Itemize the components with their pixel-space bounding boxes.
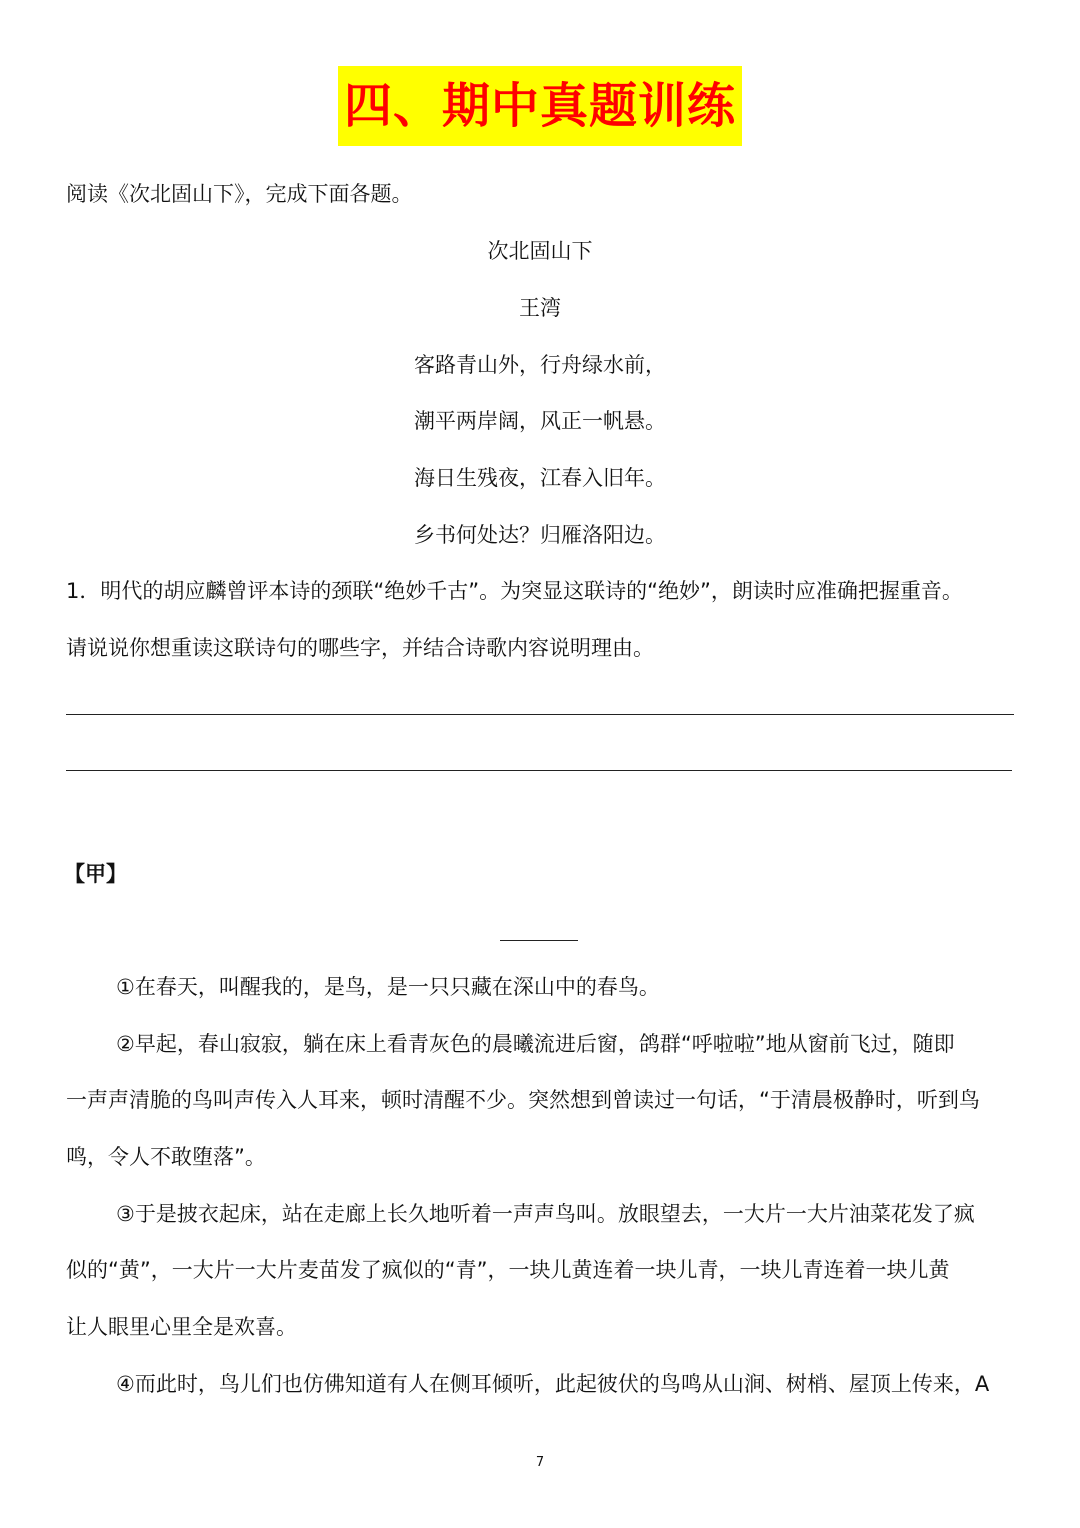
poem-title: 次北固山下 bbox=[487, 239, 593, 263]
answer-line-1[interactable] bbox=[66, 714, 1014, 715]
poem-line-4: 乡书何处达？归雁洛阳边。 bbox=[414, 523, 666, 547]
poem-line-3: 海日生残夜，江春入旧年。 bbox=[414, 466, 666, 490]
page-title: 四、期中真题训练 bbox=[338, 66, 742, 146]
poem-author: 王湾 bbox=[519, 296, 561, 320]
passage-para-2-line-2: 一声声清脆的鸟叫声传入人耳来，顿时清醒不少。突然想到曾读过一句话，“于清晨极静时，听到鸟 bbox=[66, 1088, 980, 1112]
question-1-line-2: 请说说你想重读这联诗句的哪些字，并结合诗歌内容说明理由。 bbox=[66, 636, 654, 660]
passage-para-3-line-2: 似的“黄”，一大片一大片麦苗发了疯似的“青”，一块儿黄连着一块儿青，一块儿青连着一块儿黄 bbox=[66, 1258, 950, 1282]
question-1-line-1: 1．明代的胡应麟曾评本诗的颈联“绝妙千古”。为突显这联诗的“绝妙”，朗读时应准确把握重音。 bbox=[66, 579, 963, 603]
section-label-jia: 【甲】 bbox=[64, 862, 127, 886]
passage-para-3-line-1: ③于是披衣起床，站在走廊上长久地听着一声声鸟叫。放眼望去，一大片一大片油菜花发了疯 bbox=[116, 1202, 975, 1226]
passage-para-1: ①在春天，叫醒我的，是鸟，是一只只藏在深山中的春鸟。 bbox=[116, 975, 660, 999]
answer-line-2[interactable] bbox=[66, 770, 1012, 771]
page-number: 7 bbox=[535, 1455, 545, 1470]
poem-line-1: 客路青山外，行舟绿水前， bbox=[414, 353, 666, 377]
poem-line-2: 潮平两岸阔，风正一帆悬。 bbox=[414, 409, 666, 433]
passage-para-4-line-1: ④而此时，鸟儿们也仿佛知道有人在侧耳倾听，此起彼伏的鸟鸣从山涧、树梢、屋顶上传来，A bbox=[116, 1372, 990, 1396]
passage-para-2-line-3: 鸣，令人不敢堕落”。 bbox=[66, 1145, 266, 1169]
intro-text: 阅读《次北固山下》，完成下面各题。 bbox=[66, 182, 413, 206]
passage-para-2-line-1: ②早起，春山寂寂，躺在床上看青灰色的晨曦流进后窗，鸽群“呼啦啦”地从窗前飞过，随即 bbox=[116, 1032, 955, 1056]
title-wrap bbox=[0, 66, 1080, 146]
passage-title-blank[interactable] bbox=[500, 940, 578, 941]
passage-para-3-line-3: 让人眼里心里全是欢喜。 bbox=[66, 1315, 297, 1339]
